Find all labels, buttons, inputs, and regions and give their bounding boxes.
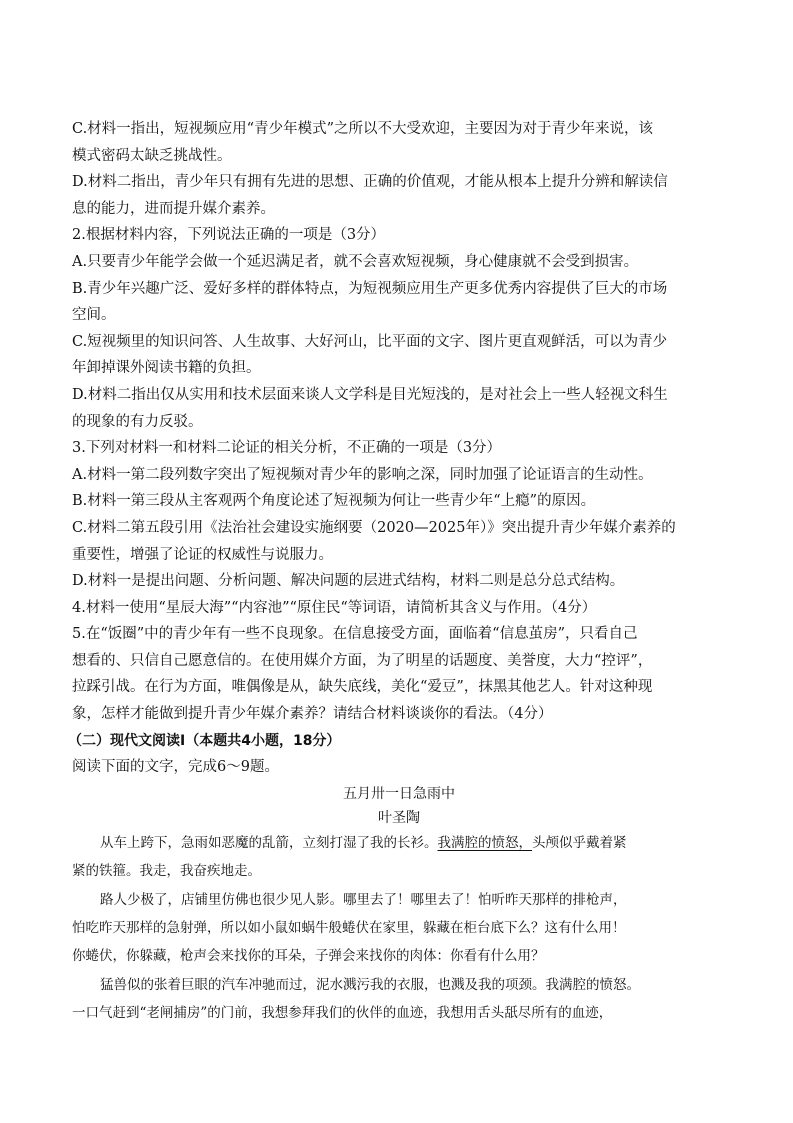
q3-stem: 3.下列对材料一和材料二论证的相关分析，不正确的一项是（3分） [72,440,502,457]
passage-p1-line2: 紧的铁箍。我走，我奋疾地走。 [72,863,261,880]
q2-option-a: A.只要青少年能学会做一个延迟满足者，就不会喜欢短视频，身心健康就不会受到损害。 [72,253,639,270]
q2-option-d-line2: 的现象的有力反驳。 [72,413,203,430]
q2-stem: 2.根据材料内容，下列说法正确的一项是（3分） [72,227,386,244]
q3-option-c-line2: 重要性，增强了论证的权威性与说服力。 [72,546,333,563]
passage-p1-underlined-phrase: 我满腔的愤怒， [437,834,532,851]
q2-option-b-line2: 空间。 [72,307,116,324]
exam-page [68,116,726,1028]
q1-option-d-line2: 息的能力，进而提升媒介素养。 [72,200,275,217]
q3-option-a: A.材料一第二段列数字突出了短视频对青少年的影响之深，同时加强了论证语言的生动性。 [72,466,653,483]
passage-p2-line1: 路人少极了，店铺里仿佛也很少见人影。哪里去了！哪里去了！怕听昨天那样的排枪声， [100,891,627,908]
q2-option-c-line2: 年卸掉课外阅读书籍的负担。 [72,360,261,377]
passage-p2-line2: 怕吃昨天那样的急射弹，所以如小鼠如蜗牛般蜷伏在家里，躲藏在柜台底下么？这有什么用！ [72,920,626,937]
q1-option-d-line1: D.材料二指出，青少年只有拥有先进的思想、正确的价值观，才能从根本上提升分辨和解读信 [72,174,668,191]
q2-option-d-line1: D.材料二指出仅从实用和技术层面来谈人文学科是目光短浅的，是对社会上一些人轻视文科生 [72,386,668,403]
q3-option-b: B.材料一第三段从主客观两个角度论述了短视频为何让一些青少年“上瘾”的原因。 [72,493,596,510]
passage-title: 五月卅一日急雨中 [343,785,455,802]
q4-stem: 4.材料一使用“星辰大海”“内容池”“原住民“等词语，请简析其含义与作用。（4分） [72,599,597,616]
q2-option-c-line1: C.短视频里的知识问答、人生故事、大好河山，比平面的文字、图片更直观鲜活，可以为青少 [72,333,668,350]
passage-p2-line3: 你蜷伏，你躲藏，枪声会来找你的耳朵，子弹会来找你的肉体：你看有什么用？ [72,948,545,965]
q5-line3: 拉踩引战。在行为方面，唯偶像是从，缺失底线，美化“爱豆”，抹黑其他艺人。针对这种现 [72,679,653,696]
passage-p1-text-before: 从车上跨下，急雨如恶魔的乱箭，立刻打湿了我的长衫。 [100,834,438,851]
passage-p1-line1 [72,829,726,857]
section-instruction: 阅读下面的文字，完成6～9题。 [72,759,279,776]
q5-line1: 5.在“饭圈”中的青少年有一些不良现象。在信息接受方面，面临着“信息茧房”，只看自己 [72,626,638,643]
q1-option-c-line2: 模式密码太缺乏挑战性。 [72,147,232,164]
q5-line2: 想看的、只信自己愿意信的。在使用媒介方面，为了明星的话题度、美誉度，大力“控评”， [72,652,653,669]
passage-author: 叶圣陶 [378,809,420,826]
q3-option-d: D.材料一是提出问题、分析问题、解决问题的层进式结构，材料二则是总分总式结构。 [72,573,625,590]
passage-p3-line1: 猛兽似的张着巨眼的汽车冲驰而过，泥水溅污我的衣服，也溅及我的项颈。我满腔的愤怒。 [100,976,640,993]
q3-option-c-line1: C.材料二第五段引用《法治社会建设实施纲要（2020—2025年）》突出提升青少年媒介素养的 [72,519,676,536]
section-heading: （二）现代文阅读Ⅰ（本题共4小题，18分） [68,732,341,749]
q1-option-c-line1: C.材料一指出，短视频应用“青少年模式”之所以不大受欢迎，主要因为对于青少年来说，该 [72,121,654,137]
passage-p3-line2: 一口气赶到“老闸捕房”的门前，我想参拜我们的伙伴的血迹，我想用舌头舐尽所有的血迹， [72,1005,613,1022]
q5-line4: 象，怎样才能做到提升青少年媒介素养？请结合材料谈谈你的看法。（4分） [72,706,553,723]
q2-option-b-line1: B.青少年兴趣广泛、爱好多样的群体特点，为短视频应用生产更多优秀内容提供了巨大的市场 [72,280,668,297]
passage-p1-text-after: 头颅似乎戴着紧 [532,834,627,851]
